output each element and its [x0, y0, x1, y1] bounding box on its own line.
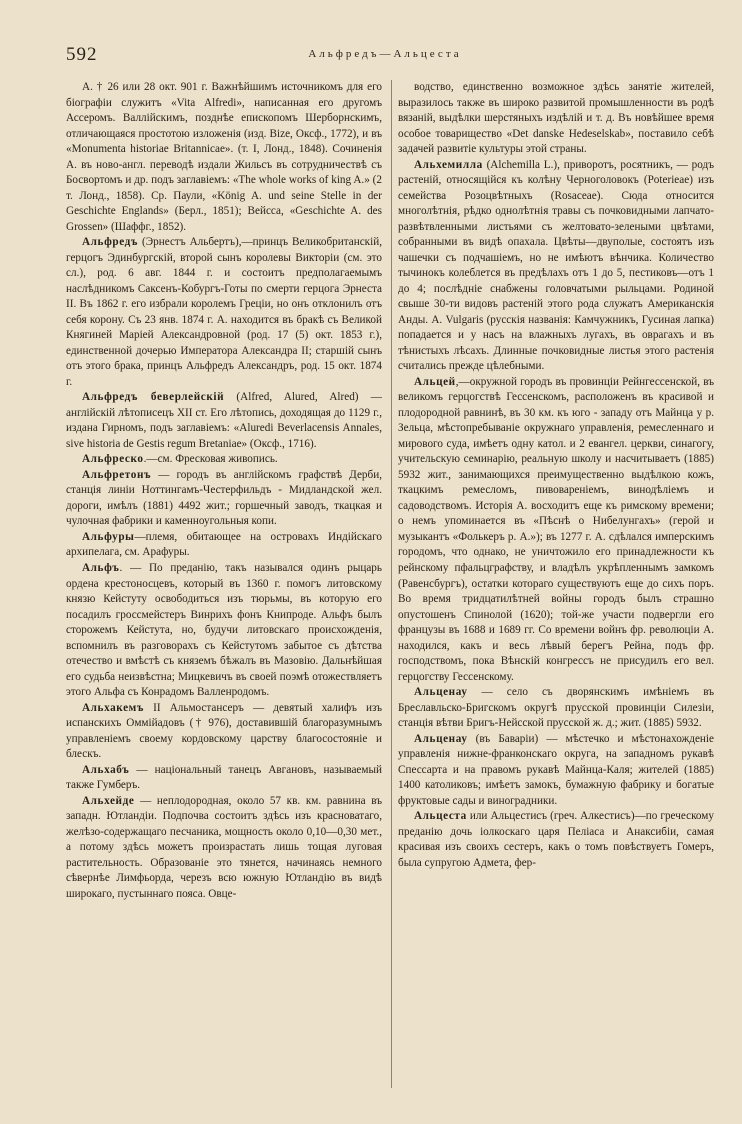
entry-headword: Альценау: [414, 732, 468, 745]
entry-headword: Альцей: [414, 375, 456, 388]
entry-headword: Альфредъ беверлейскій: [82, 391, 225, 404]
page-header: [66, 44, 704, 68]
entry-headword: Альхабъ: [82, 763, 130, 776]
entry-headword: Альцеста: [414, 810, 467, 823]
entry-text: . — По преданію, такъ назывался одинъ рыцарь ордена крестоносцевъ, который въ 1360 г. помогъ литовскому князю Кейстуту освободиться изъ тюрьмы, въ которую его посадилъ гроссмейстеръ Винрихъ фонъ Книпроде. Альфъ былъ сторожемъ Кейстута, но, будучи литовскаго происхожденія, вспомнилъ въ разговорахъ съ Кейстутомъ забытое съ дѣтства отечество и вмѣстѣ съ княземъ бѣжалъ въ Мазовію. Дальнѣйшая его судьба неизвѣстна; Мицкевичъ въ своей поэмѣ отожествляетъ этого Альфа съ Конрадомъ Валленродомъ.: [66, 561, 382, 699]
entry-text: (Эрнестъ Альбертъ),—принцъ Великобританскій, герцогъ Эдинбургскій, второй сынъ королевы Викторіи (см. это сл.), род. 6 авг. 1844 г. и состоитъ предполагаемымъ наслѣдникомъ Саксенъ-Кобургъ-Готы по смерти герцога Эрнеста II. Въ 1862 г. его избрали королемъ Греціи, но онъ отклонилъ отъ себя корону. Съ 23 янв. 1874 г. А. находится въ бракѣ съ Великой Княгиней Маріей Александровной (род. 17 (5) окт. 1853 г.), единственной дочерью Императора Александра II; старшій сынъ отъ этого брака, принцъ Альфредъ Александръ, род. 15 окт. 1874 г.: [66, 236, 382, 388]
entry-text: А. † 26 или 28 окт. 901 г. Важнѣйшимъ источникомъ для его біографіи служитъ «Vita Alfredi», написанная его другомъ Ассеромъ. Валлійскимъ, позднѣе епископомъ Шерборнскимъ, отличающаяся простотою изложенія (изд. Вize, Оксф., 1772), и въ «Monumenta historiae Britannicae». (т. I, Лонд., 1848). Сочиненія А. въ ново-англ. переводѣ издали Жильсъ въ сотрудничествѣ съ Босвортомъ и др. подъ заглавіемъ: «The whole works of king A.» (2 т. Лонд., 1858). Ср. Паули, «König A. und seine Stelle in der Geschichte Englands» (Берл., 1851); Вейсса, «Geschichte A. des Grossen» (Шаффг., 1852).: [66, 81, 382, 233]
column-divider: [391, 80, 392, 1088]
entry-headword: Альценау: [414, 686, 468, 699]
entry-headword: Альфредъ: [82, 236, 139, 249]
entry: [66, 468, 382, 530]
entry: [66, 235, 382, 390]
entry-continuation: [398, 80, 714, 158]
entry: [398, 732, 714, 810]
entry-text: ,—окружной городъ въ провинціи Рейнгессенской, въ великомъ герцогствѣ Гессенскомъ, расположенъ въ красивой и плодородной равнинѣ, въ 30 км. къ юго - западу отъ Майнца у р. Зельца, мѣстопребываніе окружнаго управленія, ремесленнаго и мирового суда, имѣетъ одну катол. и 2 евангел. церкви, синагогу, учительскую семинарію, реальную школу и насчитываетъ (1885) 5932 жит., занимающихся преимущественно выдѣлкою кожъ, ткацкимъ ремесломъ, пивовареніемъ, винодѣліемъ и садоводствомъ. Исторія А. восходитъ еще къ римскому времени; о немъ упоминается въ «Пѣснѣ о Нибелунгахъ» (герой и музыкантъ «Фолькеръ р. А.»); въ 1277 г. А. сдѣлался имперскимъ городомъ, что однако, не уничтожило его принадлежности къ рейнскому пфальцграфству, и владѣлъ укрѣпленнымъ замкомъ (Равенсбургъ), остатки котораго существуютъ еще до сихъ поръ. Во время тридцатилѣтней войны городъ былъ страшно опустошенъ Спинолой (1620); той-же участи подвергли его французы въ 1688 и 1689 гг. Со времени войнъ фр. революціи А. находился, какъ и весь лѣвый берегъ Рейна, подъ фр. господствомъ, пока Вѣнскій конгрессъ не присудилъ его вел. герцогству Гессенскому.: [398, 375, 714, 683]
entry: [66, 794, 382, 903]
running-head: Альфредъ—Альцеста: [308, 48, 462, 60]
entry-headword: Альхейде: [82, 794, 135, 807]
entry: [66, 701, 382, 763]
left-column: [66, 80, 382, 1088]
entry: [66, 530, 382, 561]
entry-headword: Альфуры: [82, 530, 135, 543]
entry-text: II Альмостансеръ — девятый халифъ изъ испанскихъ Оммійадовъ († 976), доставившій благоразумнымъ управленіемъ своему кордовскому царству благосостояніе и блескъ.: [66, 701, 382, 761]
entry-headword: Альхакемъ: [82, 701, 144, 714]
entry-text: — національный танецъ Авгановъ, называемый также Гумберъ.: [66, 763, 382, 792]
entry-headword: Альфретонъ: [82, 468, 152, 481]
entry-text: —племя, обитающее на островахъ Индійскаго архипелага, см. Арафуры.: [66, 530, 382, 559]
right-column: [398, 80, 714, 1088]
entry-headword: Альфъ: [82, 561, 120, 574]
entry: [66, 763, 382, 794]
entry-text: (Alfred, Alured, Alred) — англійскій лѣтописецъ XII ст. Его лѣтопись, доходящая до 1129 г., издана Гирномъ, подъ заглавіемъ: «Aluredi Beverlacensis Annales, sive historia de Gestis regum Bretaniae» (Оксф., 1716).: [66, 391, 382, 450]
entry-text: — городъ въ англійскомъ графствѣ Дерби, станція линіи Ноттингамъ-Честерфильдъ - Мидландской жел. дороги, имѣлъ (1881) 4492 жит.; горшечный заводъ, ткацкая и чулочная фабрики и каменноугольныя копи.: [66, 468, 382, 528]
entry: [66, 561, 382, 701]
entry-text: или Альцестисъ (греч. Алкестисъ)—по греческому преданію дочь іолкоскаго царя Пеліаса и Анаксибіи, самая красивая изъ своихъ сестеръ, какъ о томъ повѣствуетъ Гомеръ, была супругою Адмета, фер-: [398, 810, 714, 869]
entry-text: — село съ дворянскимъ имѣніемъ въ Бреславльско-Бригскомъ округѣ прусской провинціи Силезіи, станція вѣтви Бригъ-Нейсской прусской ж. д.; жит. (1885) 5932.: [398, 686, 714, 730]
entry-text: .—см. Фресковая живопись.: [143, 453, 278, 466]
entry: [398, 685, 714, 732]
entry-text: водство, единственно возможное здѣсь занятіе жителей, выразилось также въ широко развитой промышленности въ родѣ вязаній, выдѣлки шерстяныхъ издѣлій и т. д. Въ новѣйшее время особое товарищество «Det danske Hedeselskab», поставило себѣ задачей развитіе культуры этой страны.: [398, 81, 714, 156]
entry: [66, 452, 382, 468]
entry-text: (въ Баваріи) — мѣстечко и мѣстонахожденіе управленія нижне-франконскаго округа, на западномъ рукавѣ Спессарта и на правомъ рукавѣ Майнца-Каля; жителей (1885) 1400 католиковъ; имѣетъ замокъ, бумажную фабрику и богатые фруктовые сады и виноградники.: [398, 732, 714, 807]
entry-headword: Альфреско: [82, 453, 144, 466]
entry-headword: Альхемилла: [414, 158, 483, 171]
page-number: 592: [66, 44, 98, 65]
entry: [398, 809, 714, 871]
entry: [66, 390, 382, 452]
entry: [398, 158, 714, 375]
entry: [398, 375, 714, 685]
entry-continuation: [66, 80, 382, 235]
entry-text: — неплодородная, около 57 кв. км. равнина въ западн. Ютландіи. Подпочва состоитъ здѣсь изъ красноватаго, желѣзо-содержащаго песчаника, мощность около 0,10—0,30 мет., а потому здѣсь можетъ произрастать лишь тощая луговая растительность. Образованіе это тянется, начинаясь немного сѣвернѣе Лимфьорда, черезъ всю южную Ютландію въ видѣ широкаго, пустыннаго пояса. Овце-: [66, 794, 382, 900]
entry-text: (Alchemilla L.), приворотъ, росятникъ, — родъ растеній, относящійся къ колѣну Черноголовокъ (Poterieae) изъ семейства Розоцвѣтныхъ (Rosaceae). Сюда относится многолѣтнія, рѣдко однолѣтнія травы съ почковидными лапчато-развѣтвленными листьями съ желтовато-зелеными цвѣтами, собранными въ видѣ опахала. Цвѣты—двуполые, состоятъ изъ чашечки съ подчашіемъ, но не имѣютъ вѣнчика. Количество тычинокъ колеблется въ предѣлахъ отъ 1 до 5, пестиковъ—отъ 1 до 4; послѣдніе снабжены головчатыми рыльцами. Родиной свыше 30-ти видовъ растеній этого рода служатъ Американскія Анды. А. Vulgaris (русскія названія: Камчужникъ, Гусиная лапка) попадается и у насъ на влажныхъ лугахъ, въ оврагахъ и въ тѣнистыхъ лѣсахъ. Длинные почковидные листья этого растенія считались прежде цѣлебными.: [398, 158, 714, 373]
